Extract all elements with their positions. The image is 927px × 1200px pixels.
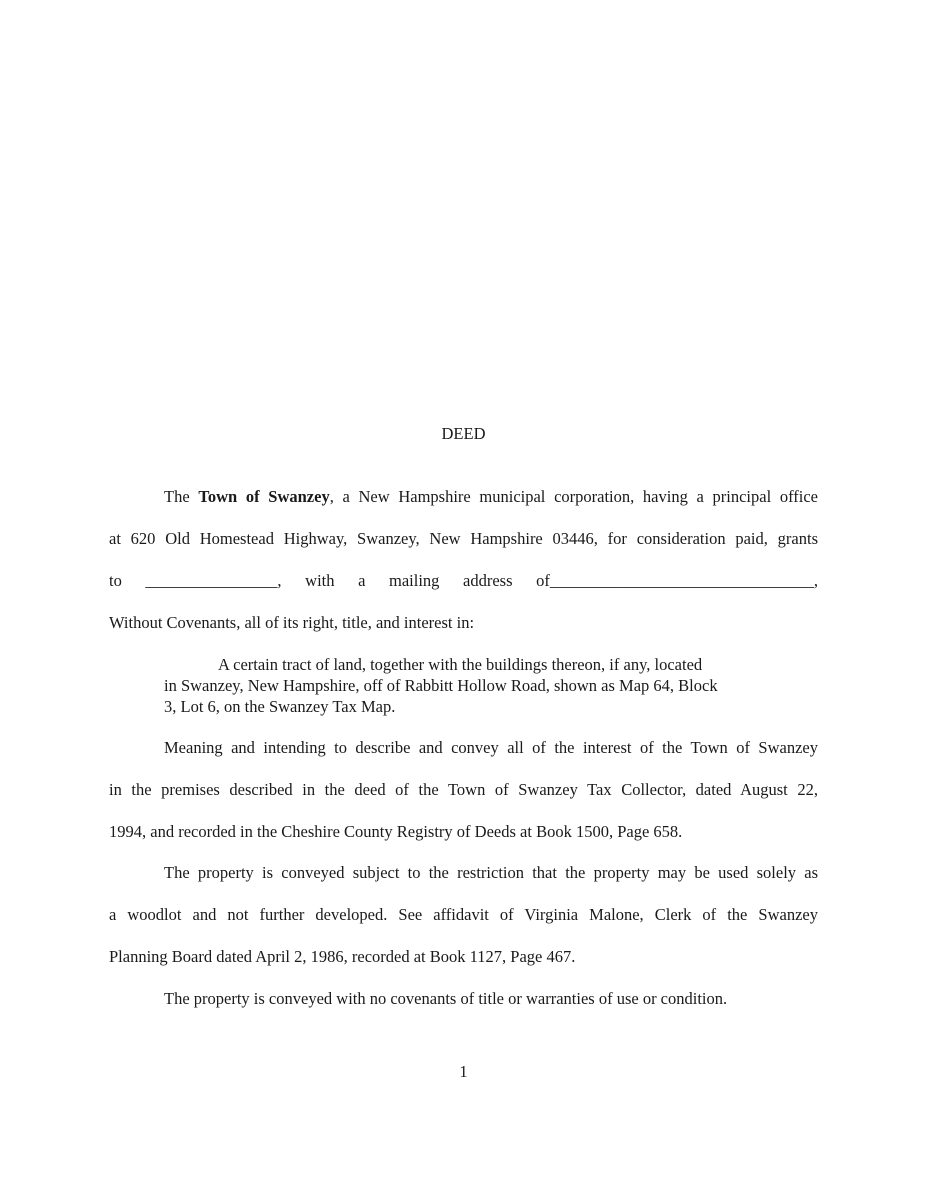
para2-line1: Meaning and intending to describe and convey all of the interest of the Town of Swanzey (164, 738, 818, 757)
para2-line2: in the premises described in the deed of the Town of Swanzey Tax Collector, dated August 22, (109, 780, 818, 799)
page-number: 1 (459, 1062, 468, 1081)
para1-line4: Without Covenants, all of its right, title, and interest in: (109, 613, 475, 632)
para3-line2: a woodlot and not further developed. See affidavit of Virginia Malone, Clerk of the Swanzey (109, 905, 818, 924)
property-description (164, 654, 764, 717)
para1-line1-rest: , a New Hampshire municipal corporation, having a principal office (329, 487, 819, 506)
para3-line3: Planning Board dated April 2, 1986, recorded at Book 1127, Page 467. (109, 947, 576, 966)
property-line2: in Swanzey, New Hampshire, off of Rabbitt Hollow Road, shown as Map 64, Block (164, 676, 718, 695)
para2-line3: 1994, and recorded in the Cheshire County Registry of Deeds at Book 1500, Page 658. (109, 822, 683, 841)
para1-line3: to ________________, with a mailing address of________________________________, (109, 571, 818, 590)
para1-line2: at 620 Old Homestead Highway, Swanzey, New Hampshire 03446, for consideration paid, grants (109, 529, 818, 548)
para4-line1: The property is conveyed with no covenants of title or warranties of use or condition. (164, 989, 728, 1008)
document-title: DEED (441, 424, 486, 443)
para1-line1 (164, 487, 818, 507)
property-line1: A certain tract of land, together with the buildings thereon, if any, located (218, 655, 703, 674)
para1-lead: The (164, 487, 199, 506)
grantor-name: Town of Swanzey (198, 487, 330, 506)
para3-line1: The property is conveyed subject to the restriction that the property may be used solely as (164, 863, 818, 882)
property-line3: 3, Lot 6, on the Swanzey Tax Map. (164, 697, 396, 716)
